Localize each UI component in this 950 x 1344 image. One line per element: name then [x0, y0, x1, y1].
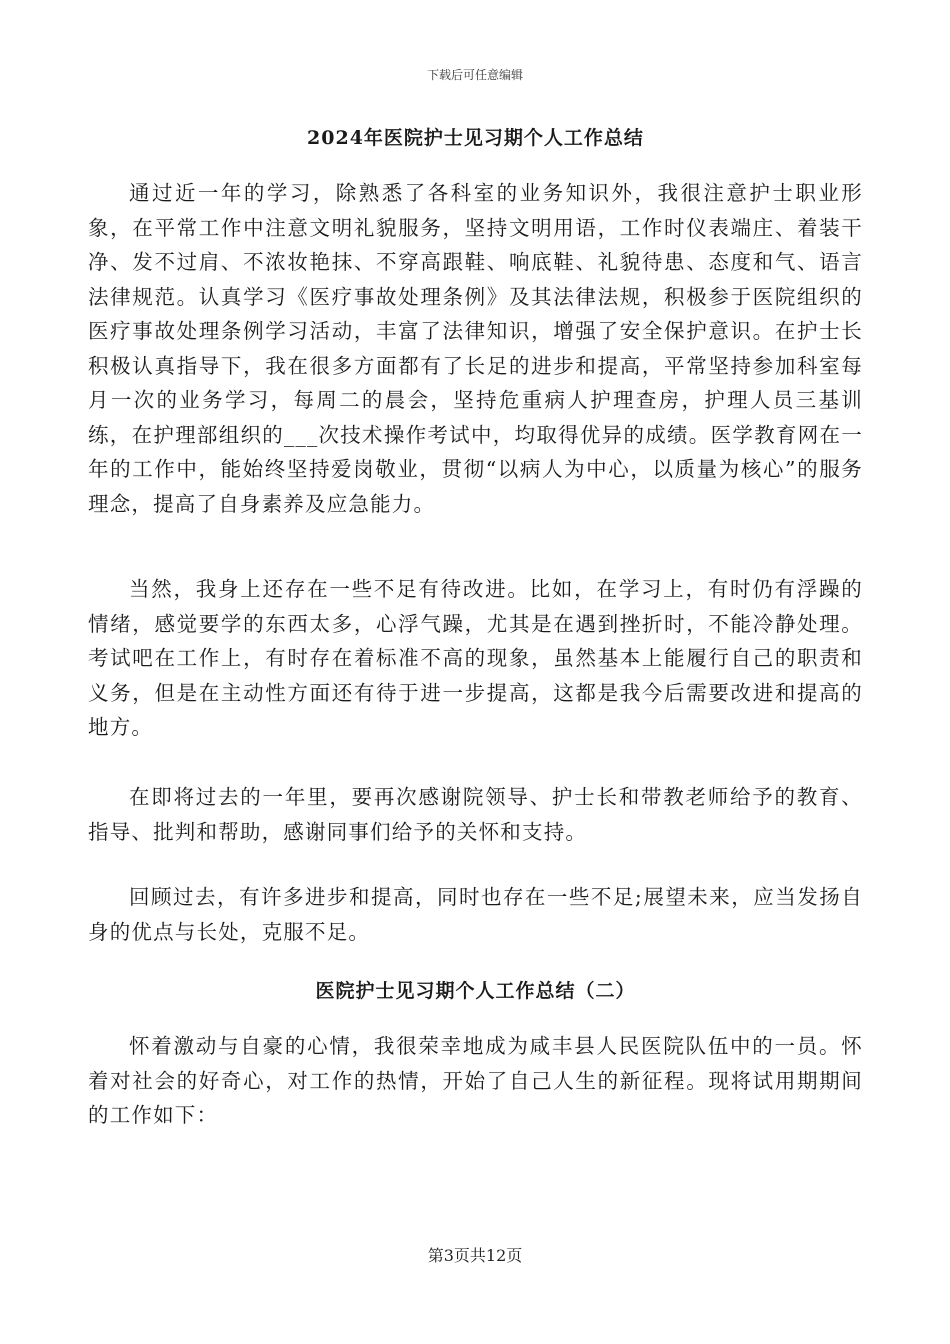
- page-footer: 第3页共12页: [427, 1246, 523, 1265]
- section-2-title: 医院护士见习期个人工作总结（二）: [315, 980, 636, 1002]
- section-1-paragraph-4: 回顾过去，有许多进步和提高，同时也存在一些不足;展望未来，应当发扬自身的优点与长处，克服不足。: [88, 885, 863, 944]
- section-1-title: 2024年医院护士见习期个人工作总结: [307, 127, 644, 149]
- section-1-paragraph-1: 通过近一年的学习，除熟悉了各科室的业务知识外，我很注意护士职业形象，在平常工作中注意文明礼貌服务，坚持文明用语，工作时仪表端庄、着装干净、发不过肩、不浓妆艳抹、不穿高跟鞋、响底鞋、礼貌待患、态度和气、语言法律规范。认真学习《医疗事故处理条例》及其法律法规，积极参于医院组织的医疗事故处理条例学习活动，丰富了法律知识，增强了安全保护意识。在护士长积极认真指导下，我在很多方面都有了长足的进步和提高，平常坚持参加科室每月一次的业务学习，每周二的晨会，坚持危重病人护理查房，护理人员三基训练，在护理部组织的___次技术操作考试中，均取得优异的成绩。医学教育网在一年的工作中，能始终坚持爱岗敬业，贯彻“以病人为中心，以质量为核心”的服务理念，提高了自身素养及应急能力。: [88, 181, 863, 516]
- section-1-paragraph-2: 当然，我身上还存在一些不足有待改进。比如，在学习上，有时仍有浮躁的情绪，感觉要学的东西太多，心浮气躁，尤其是在遇到挫折时，不能冷静处理。考试吧在工作上，有时存在着标准不高的现象，虽然基本上能履行自己的职责和义务，但是在主动性方面还有待于进一步提高，这都是我今后需要改进和提高的地方。: [88, 577, 863, 739]
- section-1-paragraph-3: 在即将过去的一年里，要再次感谢院领导、护士长和带教老师给予的教育、指导、批判和帮助，感谢同事们给予的关怀和支持。: [88, 785, 863, 844]
- section-2-paragraph-1: 怀着激动与自豪的心情，我很荣幸地成为咸丰县人民医院队伍中的一员。怀着对社会的好奇心，对工作的热情，开始了自己人生的新征程。现将试用期期间的工作如下：: [88, 1034, 863, 1127]
- header-note: 下载后可任意编辑: [426, 68, 523, 82]
